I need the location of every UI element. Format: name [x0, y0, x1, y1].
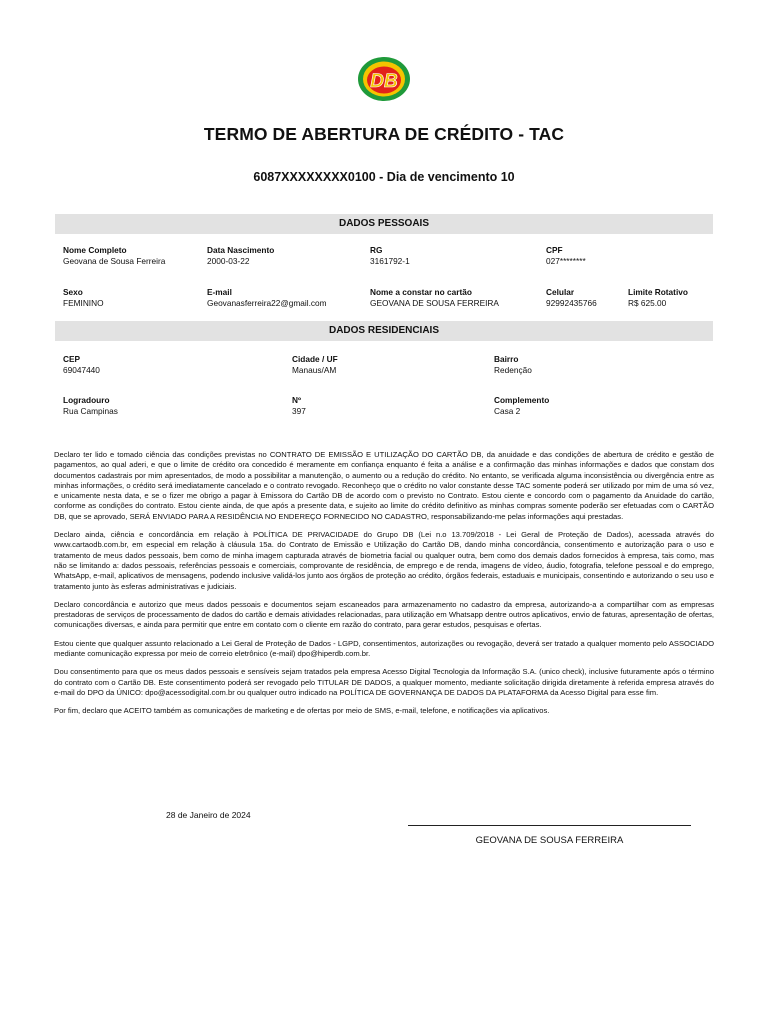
field-label: Logradouro — [63, 395, 110, 405]
field-email — [207, 287, 327, 308]
field-value: 397 — [292, 405, 306, 416]
field-birth-date — [207, 245, 274, 266]
field-value: Geovanasferreira22@gmail.com — [207, 297, 327, 308]
field-rg — [370, 245, 410, 266]
signature-name: GEOVANA DE SOUSA FERREIRA — [475, 835, 624, 846]
terms-paragraph-credit: Declaro ter lido e tomado ciência das condições previstas no CONTRATO DE EMISSÃO E UTILIZAÇÃO DO CARTÃO DB, da anuidade e das condições de abertura de crédito e gestão de pagamentos, ao qual aderi, e que o limite de crédito ora concedido é meramente em confiança enquanto é feita a análise e a confirmação das minhas informações e dados que constam dos documentos cadastrais por mim apresentados, de modo a possibilitar a manutenção, o aumento ou a redução do crédito. No entanto, se verificada alguma inconsistência ou divergência entre as minhas informações, o crédito será imediatamente cancelado e o contrato revogado. Reconheço que o crédito no valor constante desse TAC somente poderá ser utilizado por mim de uma só vez, e unicamente nesta data, e se o fizer me obrigo a pagar à Emissora do Cartão DB de acordo com o previsto no Contrato. Estou ciente e concordo com o pagamento da Anuidade do cartão, conforme as condições do contrato. Estou ciente ainda, de que após a presente data, e sujeito ao limite do crédito definitivo as minhas compras somente poderão ser efetuadas com o CARTÃO DB, que se aprovado, SERÁ ENVIADO PARA A RESIDÊNCIA NO ENDEREÇO FORNECIDO NO CADASTRO, responsabilizando-me pelas informações aqui prestadas. — [54, 450, 714, 521]
field-label: CPF — [546, 245, 563, 255]
terms-paragraph-data-sharing: Declaro concordância e autorizo que meus dados pessoais e documentos sejam escaneados para armazenamento no cadastro da empresa, autorizando-a a compartilhar com as empresas prestadoras de serviços de processamento de dados do cartão e demais atividades relacionadas, para utilização em Whatsapp dentre outros aplicativos, envio de faturas, apresentação de ofertas, comunicações diversas, e ainda para permitir que entre em contato com o cliente em razão do contrato, para gerar estudos, pesquisas e ofertas. — [54, 599, 714, 630]
field-value: 92992435766 — [546, 297, 597, 308]
field-card-name — [370, 287, 499, 308]
section-residential-data: DADOS RESIDENCIAIS — [55, 321, 713, 341]
terms-paragraph-unico-check: Dou consentimento para que os meus dados pessoais e sensíveis sejam tratados pela empresa Acesso Digital Tecnologia da Informação S.A. (unico check), inclusive futuramente após o término do contrato com o Cartão DB. Este consentimento poderá ser revogado pelo TITULAR DE DADOS, a qualquer momento, mediante solicitação dirigida diretamente à referida empresa através do e-mail do DPO da ÚNICO: dpo@acessodigital.com.br ou qualquer outro indicado na POLÍTICA DE GOVERNANÇA DE DADOS DA PLATAFORMA da Acesso Digital para esse fim. — [54, 667, 714, 697]
field-city-state — [292, 354, 338, 375]
signature-date: 28 de Janeiro de 2024 — [166, 810, 251, 820]
field-label: Limite Rotativo — [628, 287, 688, 297]
field-complement — [494, 395, 549, 416]
field-mobile — [546, 287, 597, 308]
field-label: Nome a constar no cartão — [370, 287, 472, 297]
field-value: Casa 2 — [494, 405, 521, 416]
field-full-name — [63, 245, 165, 266]
document-title: TERMO DE ABERTURA DE CRÉDITO - TAC — [203, 124, 565, 144]
field-cpf — [546, 245, 586, 266]
field-value: Redenção — [494, 364, 532, 375]
field-label: Data Nascimento — [207, 245, 275, 255]
field-value: GEOVANA DE SOUSA FERREIRA — [370, 297, 499, 308]
card-number-line: 6087XXXXXXXX0100 - Dia de vencimento 10 — [253, 170, 515, 184]
field-label: Celular — [546, 287, 575, 297]
terms-paragraph-privacy: Declaro ainda, ciência e concordância em relação à POLÍTICA DE PRIVACIDADE do Grupo DB (Lei n.o 13.709/2018 - Lei Geral de Proteção de Dados), acessada através do www.cartaodb.com.br, em especial em relação à cláusula 15a. do Contrato de Emissão e Utilização do Cartão DB, dando minha concordância, consentimento e autorização para o uso e tratamento de meus dados pessoais, bem como de minha imagem capturada através de biometria facial ou qualquer outra, bem como dos demais dados fornecidos à empresa, tais como, mas não se limitando a: dados pessoais, referências pessoais e comerciais, comprovante de residência, de emprego e de renda, imagens de vídeo, áudio, fotografia, telefone pessoal e do emprego, WhatsApp, e-mail, aplicativos de mensagens, podendo inclusive validá-los junto aos órgãos de proteção ao crédito, órgãos federais, estaduais e municipais, consentindo e autorizando o seu uso e tratamento junto às esferas administrativas e judiciais. — [54, 530, 714, 591]
field-neighborhood — [494, 354, 532, 375]
field-label: Complemento — [494, 395, 550, 405]
db-logo — [357, 56, 411, 102]
logo-text: DB — [370, 71, 398, 92]
field-value: 69047440 — [63, 364, 100, 375]
field-value: Geovana de Sousa Ferreira — [63, 255, 166, 266]
field-street — [63, 395, 118, 416]
field-label: RG — [370, 245, 383, 255]
signature-line — [408, 825, 691, 826]
terms-text — [54, 450, 714, 725]
field-value: R$ 625.00 — [628, 297, 667, 308]
section-personal-data: DADOS PESSOAIS — [55, 214, 713, 234]
field-label: CEP — [63, 354, 81, 364]
field-value: Manaus/AM — [292, 364, 337, 375]
field-revolving-limit — [628, 287, 688, 308]
field-value: 027******** — [546, 255, 586, 266]
field-label: Cidade / UF — [292, 354, 338, 364]
terms-paragraph-marketing: Por fim, declaro que ACEITO também as comunicações de marketing e de ofertas por meio de SMS, e-mail, telefone, e notificações via aplicativos. — [54, 706, 550, 716]
field-value: 2000-03-22 — [207, 255, 250, 266]
field-cep — [63, 354, 100, 375]
field-label: Sexo — [63, 287, 83, 297]
field-sex — [63, 287, 104, 308]
field-value: FEMININO — [63, 297, 104, 308]
field-value: Rua Campinas — [63, 405, 118, 416]
field-label: Nº — [292, 395, 302, 405]
field-label: E-mail — [207, 287, 232, 297]
terms-paragraph-lgpd: Estou ciente que qualquer assunto relacionado a Lei Geral de Proteção de Dados - LGPD, consentimentos, autorizações ou revogação, deverá ser tratado a qualquer momento pelo ASSOCIADO mediante comunicação expressa por meio de correio eletrônico (e-mail) dpo@hiperdb.com.br. — [54, 638, 714, 659]
field-number — [292, 395, 306, 416]
field-label: Nome Completo — [63, 245, 127, 255]
field-label: Bairro — [494, 354, 519, 364]
field-value: 3161792-1 — [370, 255, 410, 266]
